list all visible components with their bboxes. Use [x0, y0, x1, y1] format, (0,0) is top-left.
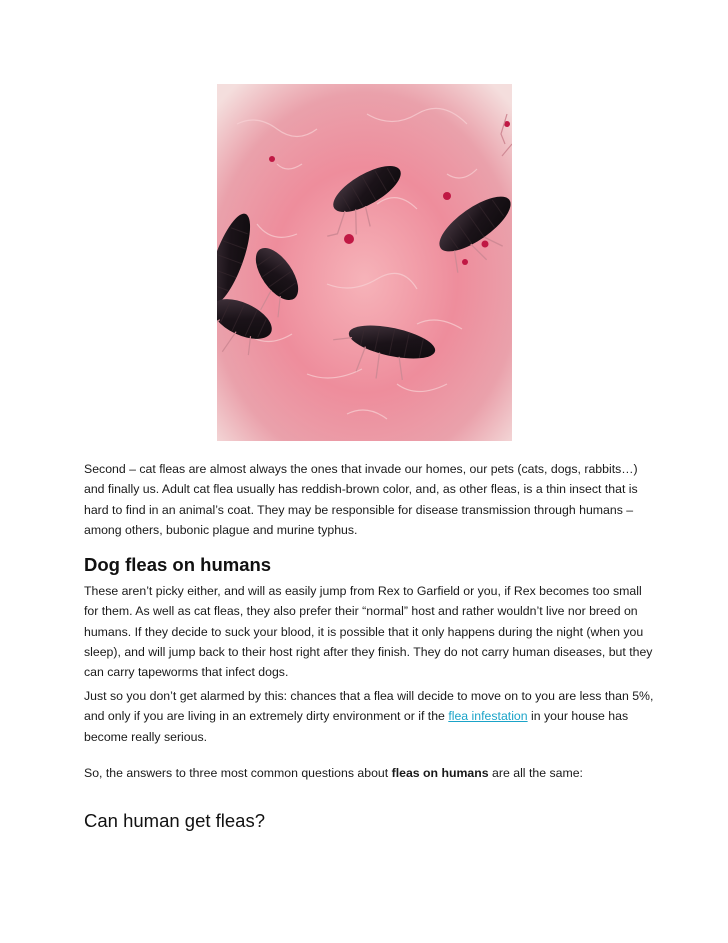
- paragraph-dog-fleas: These aren’t picky either, and will as easily jump from Rex to Garfield or you, if Rex becomes too small for them. As well as cat fleas, they also prefer their “normal” host and rather wouldn’t live nor breed on humans. If they decide to suck your blood, it is possible that it only happens during the night (when you sleep), and will jump back to their host right after they finish. They do not carry human diseases, but they can carry tapeworms that infect dogs.: [84, 584, 653, 680]
- heading-can-human-get-fleas: Can human get fleas?: [84, 810, 266, 831]
- fleas-on-humans-bold: fleas on humans: [391, 766, 489, 780]
- paragraph-chances-text-before: Just so you don’t get alarmed by this: chances that a flea will decide to move on to you are less than 5%, and only if you are living in an extremely dirty environment or if the: [84, 689, 654, 724]
- paragraph-answers: [84, 763, 654, 783]
- flea-photo-illustration: [217, 84, 512, 441]
- heading-dog-fleas-on-humans: Dog fleas on humans: [84, 554, 272, 575]
- paragraph-cat-fleas: Second – cat fleas are almost always the ones that invade our homes, our pets (cats, dogs, rabbits…) and finally us. Adult cat flea usually has reddish-brown color, and, as other fleas, is a thin insect that is hard to find in an animal’s coat. They may be responsible for disease transmission through humans – among others, bubonic plague and murine typhus.: [84, 462, 638, 537]
- paragraph-chances-text-after: in your house has become really serious.: [84, 709, 629, 744]
- paragraph-chances: [84, 686, 654, 747]
- paragraph-answers-text-before: So, the answers to three most common questions about: [84, 766, 392, 780]
- paragraph-answers-text-after: are all the same:: [488, 766, 583, 780]
- flea-photo: [217, 84, 512, 441]
- flea-infestation-link[interactable]: flea infestation: [448, 709, 528, 724]
